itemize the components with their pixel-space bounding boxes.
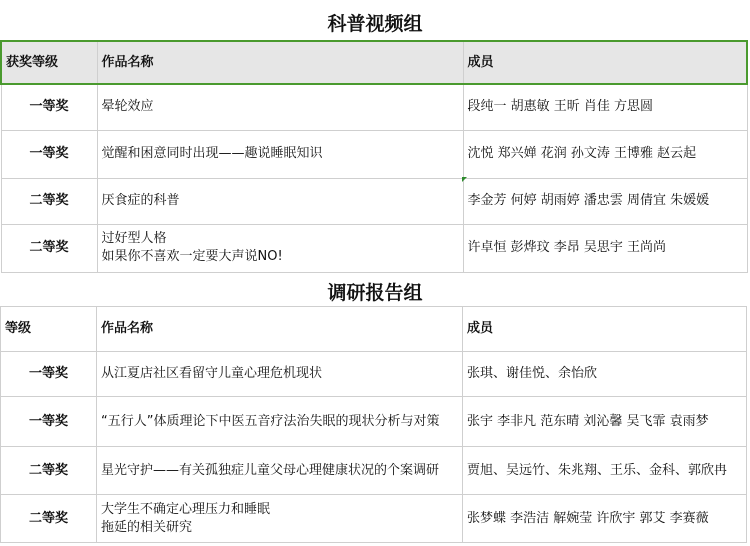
award-cell: 一等奖 bbox=[1, 352, 97, 397]
award-cell: 一等奖 bbox=[1, 84, 97, 130]
members-cell: 许卓恒 彭烨玟 李昂 吴思宇 王尚尚 bbox=[463, 224, 747, 272]
award-cell: 二等奖 bbox=[1, 178, 97, 224]
work-line: 拖延的相关研究 bbox=[101, 519, 193, 535]
header-work: 作品名称 bbox=[97, 41, 463, 84]
award-cell: 一等奖 bbox=[1, 130, 97, 178]
members-cell: 李金芳 何婷 胡雨婷 潘忠雲 周倩宜 朱媛媛 bbox=[463, 178, 747, 224]
header-work: 作品名称 bbox=[97, 307, 463, 352]
section-title-research: 调研报告组 bbox=[327, 282, 423, 304]
table-row bbox=[1, 224, 747, 272]
table-header-row bbox=[1, 307, 747, 352]
work-cell: 觉醒和困意同时出现——趣说睡眠知识 bbox=[97, 130, 463, 178]
members-cell: 贾旭、吴远竹、朱兆翔、王乐、金科、郭欣冉 bbox=[463, 447, 747, 495]
award-cell: 二等奖 bbox=[1, 447, 97, 495]
work-cell bbox=[97, 495, 463, 543]
members-cell: 段纯一 胡惠敏 王昕 肖佳 方思圆 bbox=[463, 84, 747, 130]
table-row bbox=[1, 447, 747, 495]
work-cell: 从江夏店社区看留守儿童心理危机现状 bbox=[97, 352, 463, 397]
table-row bbox=[1, 397, 747, 447]
work-cell bbox=[97, 224, 463, 272]
table-row bbox=[1, 495, 747, 543]
table-header-row bbox=[1, 41, 747, 84]
members-cell: 张宇 李非凡 范东晴 刘沁馨 吴飞霏 袁雨梦 bbox=[463, 397, 747, 447]
work-cell: “五行人”体质理论下中医五音疗法治失眠的现状分析与对策 bbox=[97, 397, 463, 447]
work-cell: 厌食症的科普 bbox=[97, 178, 463, 224]
research-award-table bbox=[0, 306, 747, 543]
award-cell: 一等奖 bbox=[1, 397, 97, 447]
cell-comment-marker bbox=[462, 177, 467, 182]
header-award: 等级 bbox=[1, 307, 97, 352]
members-cell: 沈悦 郑兴婵 花润 孙文涛 王博雅 赵云起 bbox=[463, 130, 747, 178]
members-cell: 张梦蝶 李浩洁 解婉莹 许欣宇 郭艾 李赛薇 bbox=[463, 495, 747, 543]
work-line: 如果你不喜欢一定要大声说NO! bbox=[101, 249, 283, 264]
work-line: 过好型人格 bbox=[101, 231, 167, 246]
table-row bbox=[1, 84, 747, 130]
header-members: 成员 bbox=[463, 307, 747, 352]
table-row bbox=[1, 352, 747, 397]
work-cell: 晕轮效应 bbox=[97, 84, 463, 130]
award-cell: 二等奖 bbox=[1, 495, 97, 543]
table-row bbox=[1, 130, 747, 178]
table-row bbox=[1, 178, 747, 224]
award-cell: 二等奖 bbox=[1, 224, 97, 272]
work-line: 大学生不确定心理压力和睡眠 bbox=[101, 501, 271, 517]
members-cell: 张琪、谢佳悦、余怡欣 bbox=[463, 352, 747, 397]
work-cell: 星光守护——有关孤独症儿童父母心理健康状况的个案调研 bbox=[97, 447, 463, 495]
section-title-video: 科普视频组 bbox=[327, 13, 423, 35]
header-members: 成员 bbox=[463, 41, 747, 84]
header-award: 获奖等级 bbox=[1, 41, 97, 84]
video-award-table bbox=[0, 40, 748, 273]
